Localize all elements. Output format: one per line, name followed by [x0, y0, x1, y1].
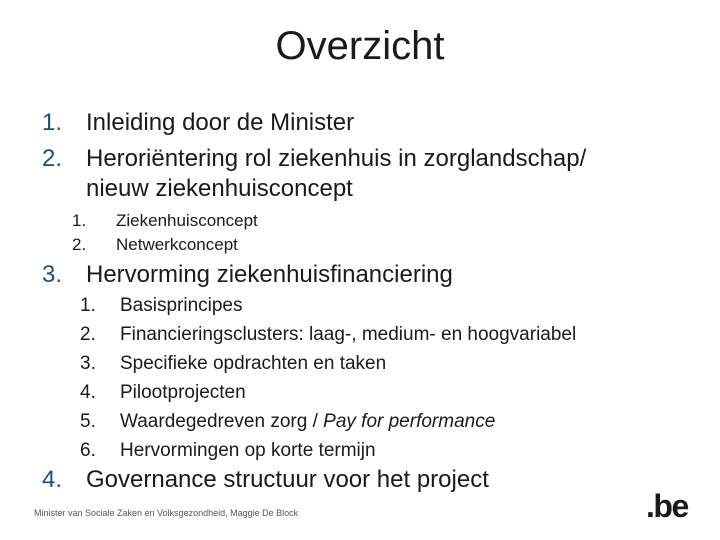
list-item-number: 2.	[42, 145, 63, 172]
sub-item-text: Netwerkconcept	[116, 235, 238, 254]
list-item-number: 1.	[42, 109, 63, 136]
sub-item-number: 1.	[72, 211, 87, 230]
sub-item-number: 2.	[80, 324, 96, 345]
list-item-number: 4.	[42, 466, 63, 493]
list-item-text: Inleiding door de Minister	[86, 109, 355, 136]
sub-item-text: Ziekenhuisconcept	[116, 211, 258, 230]
list-item-text-line2: nieuw ziekenhuisconcept	[86, 175, 353, 202]
sub-item-number: 2.	[72, 235, 87, 254]
list-item-text: Hervorming ziekenhuisfinanciering	[86, 261, 453, 288]
sub-item-text-regular: Waardegedreven zorg /	[120, 411, 324, 432]
list-item-number: 3.	[42, 261, 63, 288]
slide-footer: Minister van Sociale Zaken en Volksgezondheid, Maggie De Block	[34, 508, 299, 518]
sub-item-text: Financieringsclusters: laag-, medium- en hoogvariabel	[120, 324, 577, 345]
list-item-text: Governance structuur voor het project	[86, 466, 489, 493]
slide-title: Overzicht	[275, 24, 445, 68]
sub-item-number: 6.	[80, 440, 96, 461]
sub-item-number: 3.	[80, 353, 96, 374]
sub-item-text: Hervormingen op korte termijn	[120, 440, 376, 461]
list-item-text: Heroriëntering rol ziekenhuis in zorglandschap/	[86, 145, 587, 172]
sub-item-text	[120, 407, 495, 436]
be-logo: .be	[646, 488, 688, 524]
sub-item-number: 4.	[80, 382, 96, 403]
sub-item-text: Specifieke opdrachten en taken	[120, 353, 387, 374]
list-item-2-continuation	[86, 174, 353, 204]
sub-item-text: Basisprincipes	[120, 295, 243, 316]
sub-item-number: 5.	[80, 411, 96, 432]
sub-item-text: Pilootprojecten	[120, 382, 246, 403]
sub-item-number: 1.	[80, 295, 96, 316]
sub-item-text-italic: Pay for performance	[323, 411, 496, 432]
